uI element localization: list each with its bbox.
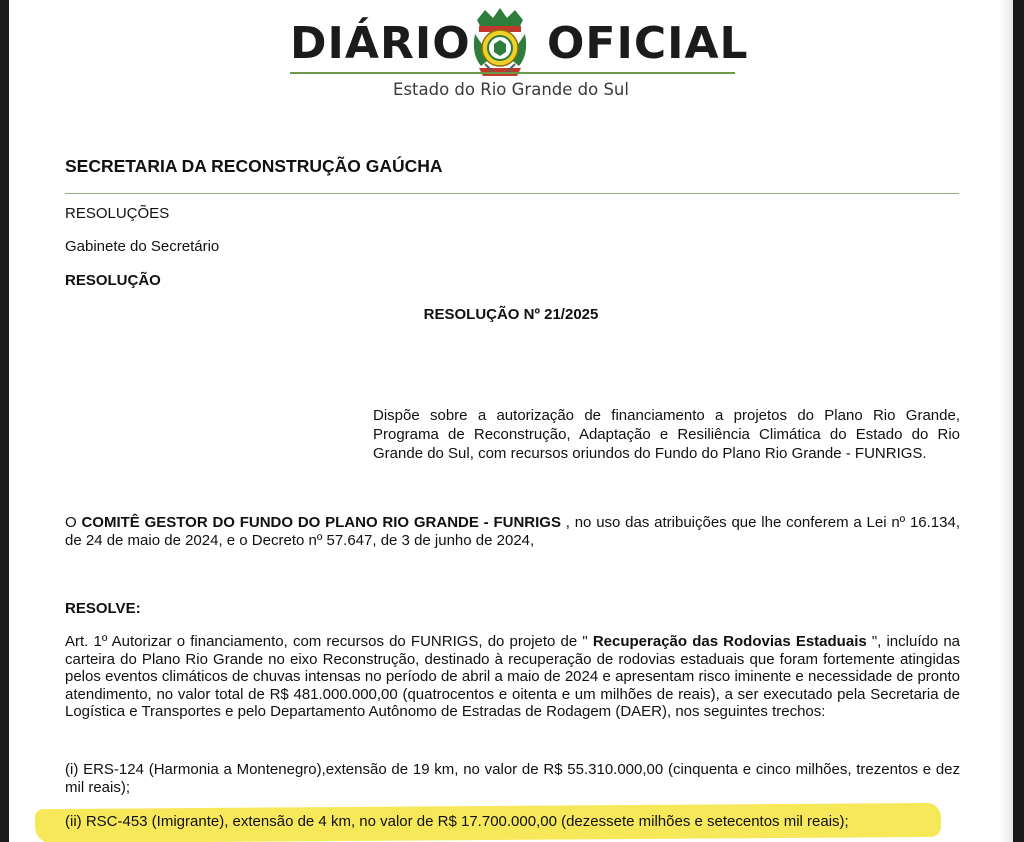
office-label: Gabinete do Secretário xyxy=(65,238,220,255)
resolve-heading: RESOLVE: xyxy=(65,600,141,617)
section-label: RESOLUÇÕES xyxy=(65,205,170,222)
article-1-paragraph xyxy=(65,633,960,721)
article-1-prefix: Art. 1º Autorizar o financiamento, com recursos do FUNRIGS, do projeto de " xyxy=(65,633,593,650)
masthead xyxy=(9,0,1013,110)
document-type: RESOLUÇÃO xyxy=(65,272,161,289)
preamble-prefix: O xyxy=(65,514,82,531)
article-1-project: Recuperação das Rodovias Estaduais xyxy=(592,633,867,650)
masthead-subtitle: Estado do Rio Grande do Sul xyxy=(393,80,629,99)
secretaria-heading: SECRETARIA DA RECONSTRUÇÃO GAÚCHA xyxy=(65,156,443,176)
item-i: (i) ERS-124 (Harmonia a Montenegro),extensão de 19 km, no valor de R$ 55.310.000,00 (cinquenta e cinco milhões, trezentos e dez mil reais); xyxy=(65,761,960,796)
article-1-text: ", incluído na carteira do Plano Rio Grande no eixo Reconstrução, destinado à recuperação de rodovias estaduais que foram fortemente atingidas pelos eventos climáticos de chuvas intensas no período de abril a maio de 2024 e apresentam risco iminente e necessidade de pronto atendimento, no valor total de R$ 481.000.000,00 (quatrocentos e oitenta e um milhões de reais), a ser executado pela Secretaria de Logística e Transportes e pelo Departamento Autônomo de Estradas de Rodagem (DAER), nos seguintes trechos: xyxy=(65,633,961,720)
resolution-title: RESOLUÇÃO Nº 21/2025 xyxy=(423,306,599,323)
document-page xyxy=(9,0,1013,842)
masthead-title-left: DIÁRIO xyxy=(290,18,471,69)
ementa-paragraph: Dispõe sobre a autorização de financiamento a projetos do Plano Rio Grande, Programa de Reconstrução, Adaptação e Resiliência Climática do Estado do Rio Grande do Sul, com recursos oriundos do Fundo do Plano Rio Grande - FUNRIGS. xyxy=(373,407,960,462)
preamble-paragraph xyxy=(65,514,960,549)
masthead-divider xyxy=(290,72,735,74)
preamble-text: , no uso das atribuições que lhe conferem a Lei nº 16.134, de 24 de maio de 2024, e o Decreto nº 57.647, de 3 de junho de 2024, xyxy=(65,514,960,549)
preamble-committee: COMITÊ GESTOR DO FUNDO DO PLANO RIO GRANDE - FUNRIGS xyxy=(81,514,561,531)
page-edge xyxy=(999,0,1013,842)
item-ii: (ii) RSC-453 (Imigrante), extensão de 4 km, no valor de R$ 17.700.000,00 (dezessete milhões e setecentos mil reais); xyxy=(65,813,849,830)
state-coat-of-arms-icon xyxy=(465,6,535,80)
section-divider xyxy=(65,193,959,194)
masthead-title-right: OFICIAL xyxy=(547,18,749,69)
